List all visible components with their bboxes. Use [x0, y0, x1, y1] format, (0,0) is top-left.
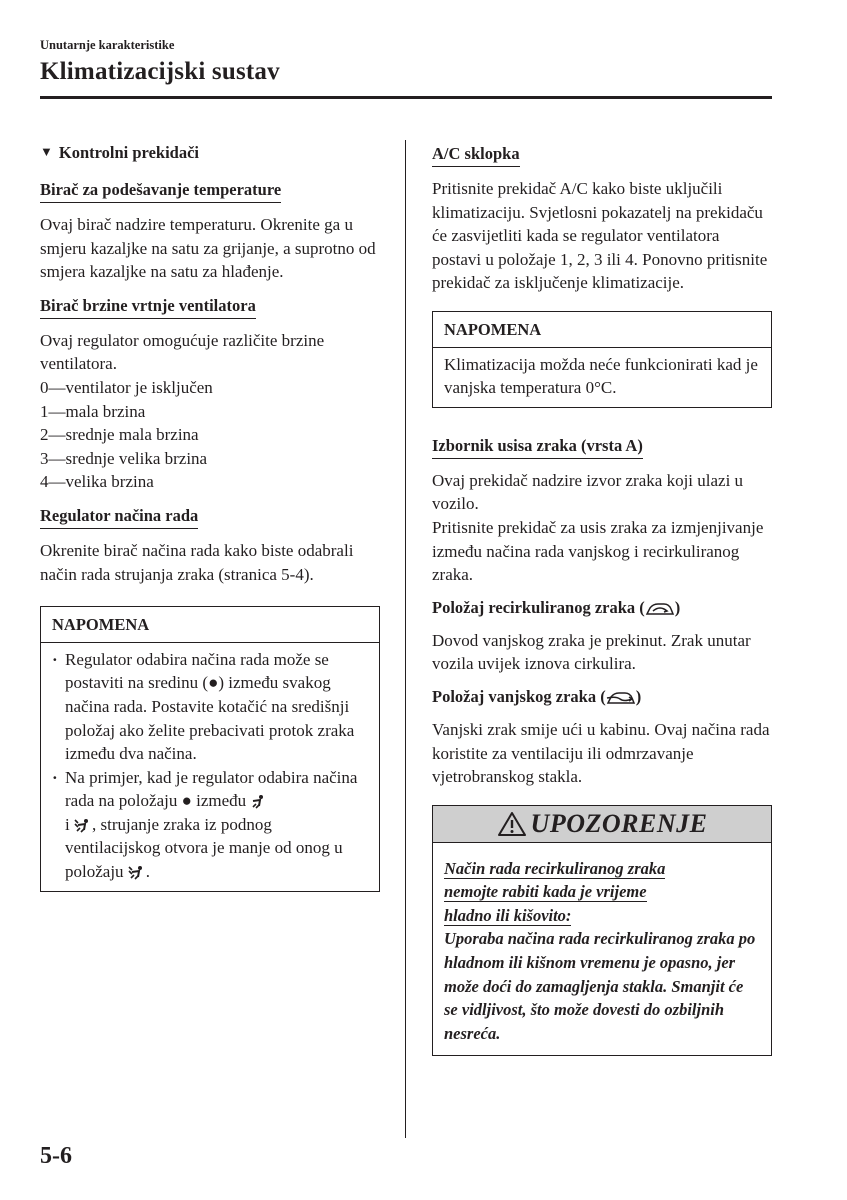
note-body	[41, 643, 379, 891]
mode-body: Okrenite birač načina rada kako biste odabrali način rada strujanja zraka (stranica 5-4).	[40, 540, 354, 584]
main-heading	[40, 142, 380, 164]
intake-heading: Izbornik usisa zraka (vrsta A)	[432, 435, 643, 459]
note-bullet-2: · Na primjer, kad je regulator odabira načina rada na položaju ● između i , strujanje zraka iz podnog ventilacijskog otvora je manje od onog u položaju .	[52, 766, 368, 884]
warning-line-2: nemojte rabiti kada je vrijeme	[444, 882, 647, 902]
filled-circle-icon: ●	[208, 673, 219, 693]
page-title: Klimatizacijski sustav	[40, 58, 280, 85]
bullet-dot: ·	[52, 649, 58, 669]
floor-defrost-icon	[74, 818, 92, 834]
floor-vent-icon	[250, 794, 266, 810]
warning-triangle-icon	[497, 811, 527, 837]
fan-speed-4: 4—velika brzina	[40, 472, 154, 492]
note-title: NAPOMENA	[433, 312, 771, 348]
filled-circle-icon: ●	[181, 791, 192, 811]
warning-line-3: hladno ili kišovito:	[444, 905, 572, 925]
page-number: 5-6	[40, 1143, 72, 1169]
fan-speed-3: 3—srednje velika brzina	[40, 448, 208, 468]
outside-air-icon	[606, 690, 636, 706]
note-bullet-1: · Regulator odabira načina rada može se postaviti na sredinu (●) između svakog načina rada. Postavite kotačić na središnji položaj ako želite prebacivati protok zraka između dva načina.	[52, 648, 368, 766]
right-column	[432, 142, 772, 1056]
intake-p2: Pritisnite prekidač za usis zraka za izmjenjivanje između načina rada vanjskog i recirkuliranog zraka.	[432, 517, 764, 585]
note-title: NAPOMENA	[41, 607, 379, 643]
recirculation-icon	[645, 601, 675, 617]
fan-speed-1: 1—mala brzina	[40, 401, 146, 421]
outside-body: Vanjski zrak smije ući u kabinu. Ovaj načina rada koristite za ventilaciju ili odmrzavanje vjetrobranskog stakla.	[432, 719, 770, 787]
fan-speed-2: 2—srednje mala brzina	[40, 425, 199, 445]
title-rule	[40, 96, 772, 99]
floor-defrost-icon	[128, 865, 146, 881]
ac-heading: A/C sklopka	[432, 143, 520, 167]
left-column	[40, 142, 380, 892]
intake-p1: Ovaj prekidač nadzire izvor zraka koji ulazi u vozilo.	[432, 470, 744, 514]
triangle-down-icon: ▼	[40, 144, 53, 159]
mode-heading: Regulator načina rada	[40, 505, 198, 529]
note-box-right	[432, 311, 772, 408]
bullet-dot: ·	[52, 767, 58, 787]
ac-body: Pritisnite prekidač A/C kako biste uključili klimatizaciju. Svjetlosni pokazatelj na prekidaču će zasvijetliti kada se regulator ventilatora postavi u položaje 1, 2, 3 ili 4. Ponovno pritisnite prekidač za isključenje klimatizacije.	[432, 179, 768, 293]
main-heading-text: Kontrolni prekidači	[58, 143, 199, 162]
note-body: Klimatizacija možda neće funkcionirati kad je vanjska temperatura 0°C.	[444, 354, 758, 398]
recirc-heading: Položaj recirkuliranog zraka ( )	[432, 597, 681, 617]
fan-intro: Ovaj regulator omogućuje različite brzine ventilatora.	[40, 330, 325, 374]
column-divider	[405, 140, 406, 1138]
recirc-body: Dovod vanjskog zraka je prekinut. Zrak unutar vozila uvijek iznova cirkulira.	[432, 630, 751, 674]
outside-heading: Položaj vanjskog zraka ( )	[432, 686, 642, 706]
warning-title: UPOZORENJE	[433, 806, 771, 843]
warning-box	[432, 805, 772, 1057]
temp-heading: Birač za podešavanje temperature	[40, 179, 281, 203]
fan-speed-0: 0—ventilator je isključen	[40, 377, 213, 397]
warning-line-1: Način rada recirkuliranog zraka	[444, 858, 666, 878]
warning-text: Uporaba načina rada recirkuliranog zraka po hladnom ili kišnom vremenu je opasno, jer može doći do zamagljenja stakla. Smanjit će se vidljivost, što može dovesti do ozbiljnih nesreća.	[444, 929, 756, 1043]
section-label: Unutarnje karakteristike	[40, 38, 175, 52]
note-box-left	[40, 606, 380, 892]
warning-body	[433, 843, 771, 1056]
fan-heading: Birač brzine vrtnje ventilatora	[40, 295, 256, 319]
temp-body: Ovaj birač nadzire temperaturu. Okrenite ga u smjeru kazaljke na satu za grijanje, a suprotno od smjera kazaljke na satu za hlađenje.	[40, 215, 376, 282]
